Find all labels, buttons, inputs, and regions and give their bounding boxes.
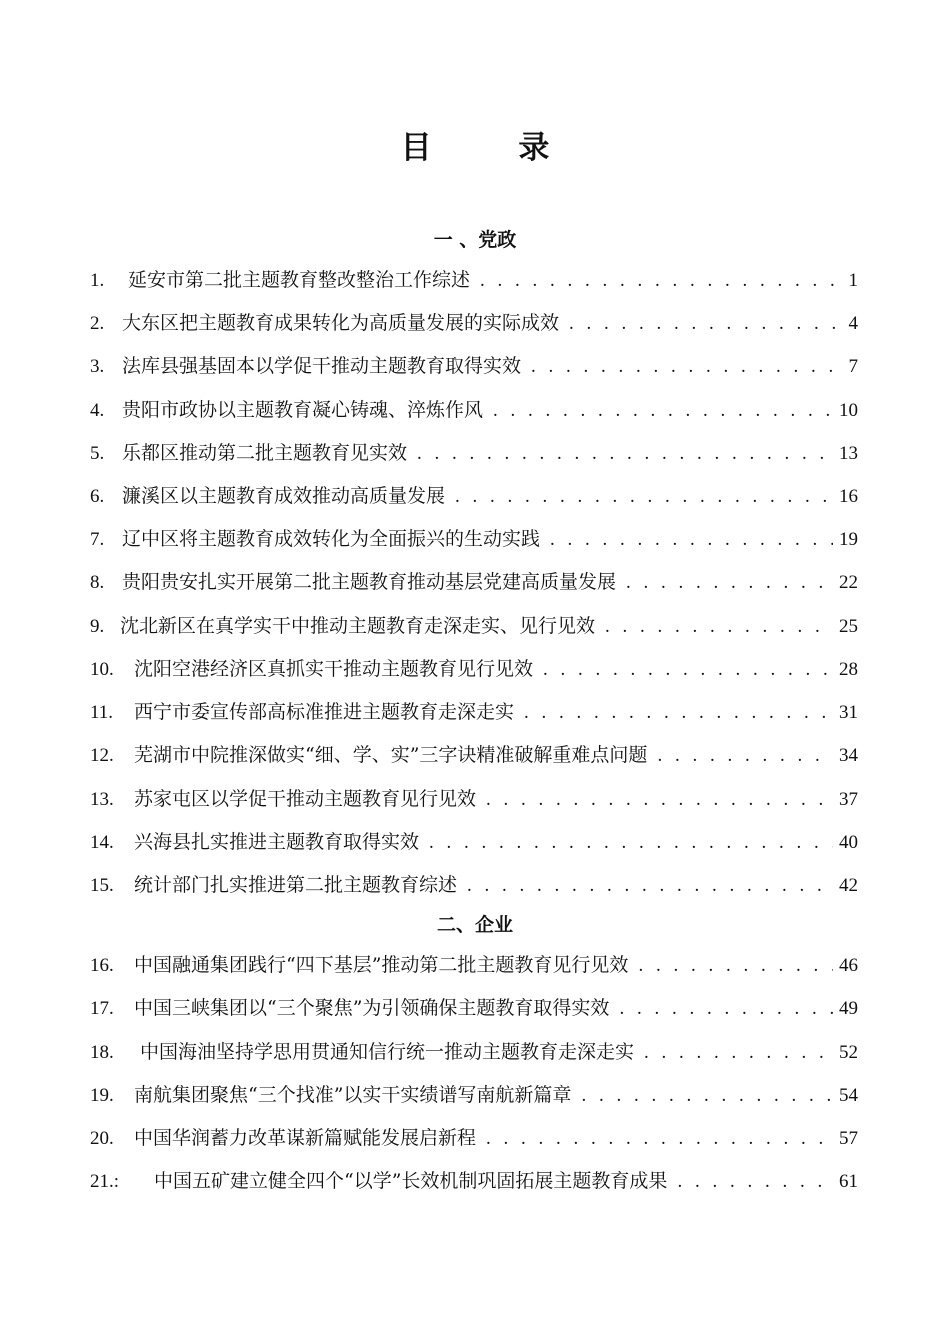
toc-entry[interactable] xyxy=(90,1124,858,1152)
toc-entry-title: 中国三峡集团以“三个聚焦”为引领确保主题教育取得实效 xyxy=(134,997,610,1019)
toc-entry-number: 20. xyxy=(90,1128,114,1149)
toc-entry-title: 贵阳市政协以主题教育凝心铸魂、淬炼作风 xyxy=(122,399,484,421)
toc-entry-title: 贵阳贵安扎实开展第二批主题教育推动基层党建高质量发展 xyxy=(122,571,617,593)
toc-dot-leader xyxy=(524,699,833,727)
toc-entry-number: 17. xyxy=(90,998,114,1019)
toc-entry-title: 苏家屯区以学促干推动主题教育见行见效 xyxy=(134,788,477,810)
toc-dot-leader xyxy=(638,952,833,980)
toc-dot-leader xyxy=(543,656,833,684)
toc-entry[interactable] xyxy=(90,785,858,813)
toc-entry-page: 42 xyxy=(839,875,858,896)
toc-dot-leader xyxy=(493,397,833,425)
toc-entry-title: 中国五矿建立健全四个“以学”长效机制巩固拓展主题教育成果 xyxy=(154,1170,668,1192)
toc-entry-title: 沈阳空港经济区真抓实干推动主题教育见行见效 xyxy=(134,658,534,680)
toc-entry-page: 37 xyxy=(839,789,858,810)
toc-entry-title: 南航集团聚焦“三个找准”以实干实绩谱写南航新篇章 xyxy=(134,1084,572,1106)
toc-entry[interactable] xyxy=(90,1167,858,1195)
toc-entry-number: 16. xyxy=(90,955,114,976)
toc-dot-leader xyxy=(569,310,842,338)
toc-dot-leader xyxy=(467,872,833,900)
section-heading-enterprise: 二、企业 xyxy=(436,914,513,936)
toc-entry-title: 芜湖市中院推深做实“细、学、实”三字诀精准破解重难点问题 xyxy=(134,744,648,766)
toc-dot-leader xyxy=(480,267,842,295)
toc-entry-number: 6. xyxy=(90,486,105,507)
toc-entry-number: 3. xyxy=(90,356,105,377)
toc-entry-title: 乐都区推动第二批主题教育见实效 xyxy=(122,442,408,464)
toc-entry-title: 濂溪区以主题教育成效推动高质量发展 xyxy=(122,485,446,507)
toc-dot-leader xyxy=(626,569,833,597)
toc-entry-number: 1. xyxy=(90,270,105,291)
toc-entry-number: 8. xyxy=(90,572,105,593)
toc-entry-title: 中国融通集团践行“四下基层”推动第二批主题教育见行见效 xyxy=(134,954,629,976)
toc-entry-number: 9. xyxy=(90,616,105,637)
toc-entry-number: 10. xyxy=(90,659,114,680)
toc-entry-number: 15. xyxy=(90,875,114,896)
toc-entry-page: 7 xyxy=(848,356,858,377)
toc-entry[interactable] xyxy=(90,951,858,979)
toc-entry-page: 22 xyxy=(839,572,858,593)
toc-entry-title: 辽中区将主题教育成效转化为全面振兴的生动实践 xyxy=(122,528,541,550)
toc-entry-number: 12. xyxy=(90,745,114,766)
toc-dot-leader xyxy=(531,353,842,381)
toc-entry-page: 40 xyxy=(839,832,858,853)
toc-entry[interactable] xyxy=(90,396,858,424)
toc-dot-leader xyxy=(429,829,833,857)
section-heading-party-government: 一 、党政 xyxy=(433,229,517,251)
toc-dot-leader xyxy=(486,1125,833,1153)
toc-entry-number: 4. xyxy=(90,400,105,421)
toc-dot-leader xyxy=(605,613,833,641)
toc-entry[interactable] xyxy=(90,741,858,769)
toc-dot-leader xyxy=(581,1082,833,1110)
toc-entry-page: 1 xyxy=(848,270,858,291)
toc-entry[interactable] xyxy=(90,828,858,856)
toc-entry-number: 13. xyxy=(90,789,114,810)
toc-entry-title: 西宁市委宣传部高标准推进主题教育走深走实 xyxy=(134,701,515,723)
toc-entry[interactable] xyxy=(90,612,858,640)
toc-entry-title: 延安市第二批主题教育整改整治工作综述 xyxy=(128,269,471,291)
toc-dot-leader xyxy=(486,786,833,814)
toc-dot-leader xyxy=(677,1168,833,1196)
toc-entry[interactable] xyxy=(90,439,858,467)
toc-entry-page: 16 xyxy=(839,486,858,507)
toc-entry[interactable] xyxy=(90,1081,858,1109)
toc-entry-title: 中国华润蓄力改革谋新篇赋能发展启新程 xyxy=(134,1127,477,1149)
toc-entry-page: 34 xyxy=(839,745,858,766)
toc-entry-title: 中国海油坚持学思用贯通知信行统一推动主题教育走深走实 xyxy=(140,1041,635,1063)
toc-entry-page: 4 xyxy=(848,313,858,334)
toc-entry-page: 61 xyxy=(839,1171,858,1192)
toc-entry-number: 19. xyxy=(90,1085,114,1106)
toc-entry[interactable] xyxy=(90,698,858,726)
toc-entry[interactable] xyxy=(90,266,858,294)
toc-entry[interactable] xyxy=(90,482,858,510)
toc-entry[interactable] xyxy=(90,568,858,596)
toc-dot-leader xyxy=(619,995,833,1023)
page-title: 目 录 xyxy=(400,130,588,166)
toc-entry[interactable] xyxy=(90,994,858,1022)
toc-entry-page: 19 xyxy=(839,529,858,550)
toc-dot-leader xyxy=(417,440,833,468)
toc-entry-page: 57 xyxy=(839,1128,858,1149)
toc-entry-number: 11. xyxy=(90,702,114,723)
toc-entry-number: 5. xyxy=(90,443,105,464)
toc-entry-title: 兴海县扎实推进主题教育取得实效 xyxy=(134,831,420,853)
toc-entry-page: 54 xyxy=(839,1085,858,1106)
toc-entry-page: 49 xyxy=(839,998,858,1019)
toc-entry-number: 7. xyxy=(90,529,105,550)
toc-entry[interactable] xyxy=(90,655,858,683)
toc-entry-title: 沈北新区在真学实干中推动主题教育走深走实、见行见效 xyxy=(120,615,596,637)
toc-entry[interactable] xyxy=(90,525,858,553)
toc-entry[interactable] xyxy=(90,309,858,337)
toc-dot-leader xyxy=(550,526,833,554)
toc-entry-page: 31 xyxy=(839,702,858,723)
toc-entry-title: 统计部门扎实推进第二批主题教育综述 xyxy=(134,874,458,896)
toc-entry-title: 大东区把主题教育成果转化为高质量发展的实际成效 xyxy=(122,312,560,334)
toc-entry-page: 52 xyxy=(839,1042,858,1063)
toc-dot-leader xyxy=(455,483,833,511)
toc-entry-number: 18. xyxy=(90,1042,114,1063)
toc-entry[interactable] xyxy=(90,352,858,380)
toc-dot-leader xyxy=(644,1039,833,1067)
toc-entry-page: 25 xyxy=(839,616,858,637)
toc-entry-page: 10 xyxy=(839,400,858,421)
toc-entry-number: 2. xyxy=(90,313,105,334)
toc-entry-page: 46 xyxy=(839,955,858,976)
toc-entry-page: 28 xyxy=(839,659,858,680)
toc-entry[interactable] xyxy=(90,871,858,899)
toc-entry-page: 13 xyxy=(839,443,858,464)
toc-entry[interactable] xyxy=(90,1038,858,1066)
toc-entry-number: 21.: xyxy=(90,1171,120,1192)
toc-entry-number: 14. xyxy=(90,832,114,853)
toc-entry-title: 法库县强基固本以学促干推动主题教育取得实效 xyxy=(122,355,522,377)
toc-dot-leader xyxy=(657,742,833,770)
